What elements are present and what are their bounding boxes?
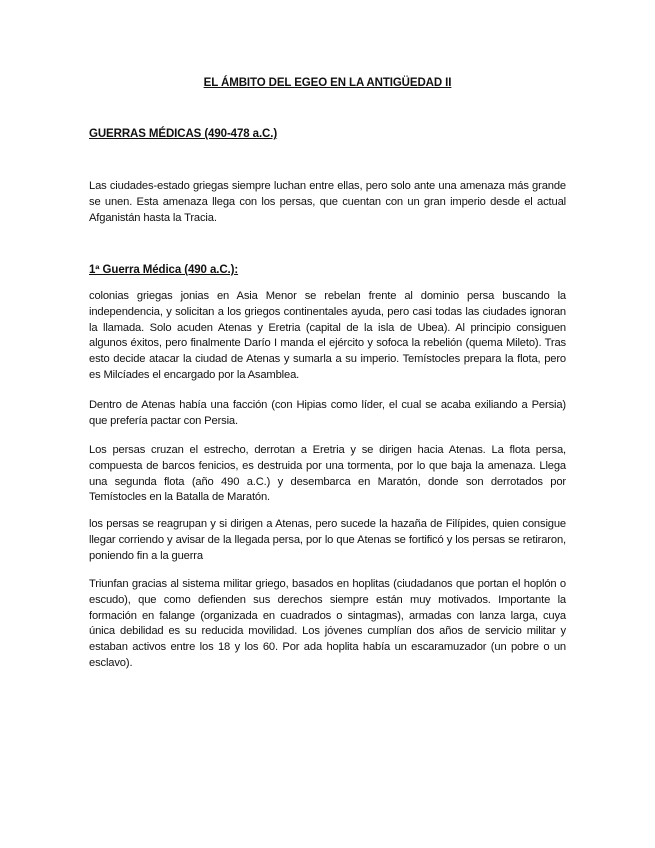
document-title: EL ÁMBITO DEL EGEO EN LA ANTIGÜEDAD II	[203, 77, 452, 89]
paragraph-5: Triunfan gracias al sistema militar griego, basados en hoplitas (ciudadanos que portan el hoplón o escudo), que como defienden sus derechos siempre están muy motivados. Importante la formación en falange (organizada en cuadrados o sintagmas), armadas con lanza larga, cuya única debilidad es su reducida movilidad. Los jóvenes cumplían dos años de servicio militar y estaban activos entre los 18 y los 60. Por ada hoplita había un escaramuzador (un pobre o un esclavo).	[89, 578, 566, 669]
paragraph-1: colonias griegas jonias en Asia Menor se rebelan frente al dominio persa buscando la independencia, y solicitan a los griegos continentales ayuda, pero casi todas las ciudades ignoran la llamada. Solo acuden Atenas y Eretria (capital de la isla de Ubea). Al principio consiguen algunos éxitos, pero finalmente Darío I manda el ejército y sofoca la rebelión (quema Mileto). Tras esto decide atacar la ciudad de Atenas y sumarla a su imperio. Temístocles prepara la flota, pero es Milcíades el encargado por la Asamblea.	[89, 290, 566, 381]
paragraph-4: los persas se reagrupan y si dirigen a Atenas, pero sucede la hazaña de Filípides, quien consigue llegar corriendo y avisar de la llegada persa, por lo que Atenas se fortificó y los persas se retiraron, poniendo fin a la guerra	[89, 518, 566, 562]
subheading: 1ª Guerra Médica (490 a.C.):	[89, 264, 239, 276]
paragraph-2: Dentro de Atenas había una facción (con Hipias como líder, el cual se acaba exiliando a Persia) que prefería pactar con Persia.	[89, 399, 566, 427]
intro-paragraph: Las ciudades-estado griegas siempre luchan entre ellas, pero solo ante una amenaza más grande se unen. Esta amenaza llega con los persas, que cuentan con un gran imperio desde el actual Afganistán hasta la Tracia.	[89, 180, 566, 224]
section-heading: GUERRAS MÉDICAS (490-478 a.C.)	[89, 128, 278, 140]
paragraph-3: Los persas cruzan el estrecho, derrotan a Eretria y se dirigen hacia Atenas. La flota persa, compuesta de barcos fenicios, es destruida por una tormenta, por lo que baja la amenaza. Llega una segunda flota (año 490 a.C.) y desembarca en Maratón, donde son derrotados por Temístocles en la Batalla de Maratón.	[89, 444, 566, 504]
